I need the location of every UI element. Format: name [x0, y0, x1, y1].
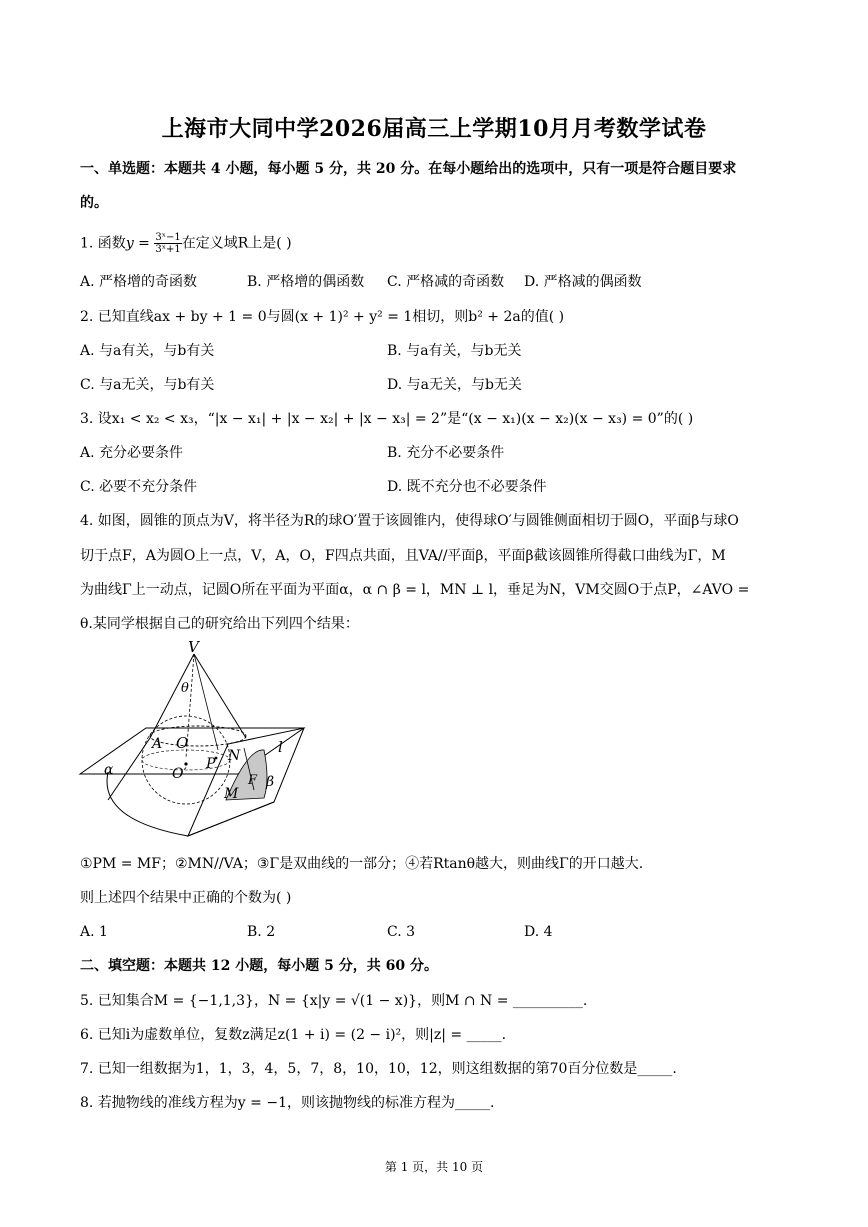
q3-option-a: A. 充分必要条件 — [80, 445, 184, 461]
q1-stem-post: 在定义域R上是( ) — [181, 235, 292, 252]
label-v: V — [188, 640, 199, 656]
q1-option-a: A. 严格增的奇函数 — [80, 274, 198, 290]
q4-results: ①PM = MF；②MN//VA；③Γ是双曲线的一部分；④若Rtanθ越大，则曲线Γ的开口越大. — [80, 856, 644, 872]
q1-frac-den: 3ˣ+1 — [155, 244, 181, 255]
q5-stem: 5. 已知集合M = {−1,1,3}，N = {x|y = √(1 − x)}，则M ∩ N = __________. — [80, 993, 588, 1009]
q4-option-b: B. 2 — [247, 924, 276, 940]
q4-option-a: A. 1 — [80, 924, 108, 940]
q4-option-c: C. 3 — [387, 924, 416, 940]
label-l: l — [278, 738, 283, 756]
label-theta: θ — [181, 681, 189, 696]
line-vm — [194, 654, 218, 750]
label-p: P — [206, 756, 216, 772]
q1-fraction — [154, 232, 181, 255]
page-title: 上海市大同中学2026届高三上学期10月月考数学试卷 — [161, 116, 707, 142]
q3-option-d: D. 既不充分也不必要条件 — [387, 479, 547, 495]
q2-option-b: B. 与a有关，与b无关 — [387, 343, 522, 359]
q1-option-c: C. 严格减的奇函数 — [387, 274, 505, 290]
q7-stem: 7. 已知一组数据为1，1，3，4，5，7，8，10，10，12，则这组数据的第70百分位数是_____. — [80, 1061, 677, 1077]
cone-side-left — [150, 654, 194, 738]
q6-stem: 6. 已知i为虚数单位，复数z满足z(1 + i) = (2 − i)²，则|z| = _____. — [80, 1027, 507, 1043]
q2-option-c: C. 与a无关，与b有关 — [80, 377, 215, 393]
q2-stem: 2. 已知直线ax + by + 1 = 0与圆(x + 1)² + y² = 1相切，则b² + 2a的值( ) — [80, 309, 565, 325]
q3-option-b: B. 充分不必要条件 — [387, 445, 505, 461]
section2-heading: 二、填空题：本题共 12 小题，每小题 5 分，共 60 分。 — [80, 958, 438, 974]
section1-heading-line2: 的。 — [80, 195, 108, 211]
label-f: F — [248, 773, 258, 788]
q1-stem: 1. 函数y = $\frac{\text{3ˣ−1}}{\text{3ˣ+1}}$ 在定义域R上是( ) — [80, 232, 292, 255]
q4-ask: 则上述四个结果中正确的个数为( ) — [80, 890, 292, 906]
cone-side-right — [194, 654, 246, 738]
label-o: O — [176, 734, 189, 752]
label-oprime: O′ — [172, 766, 187, 782]
label-m: M — [224, 786, 239, 802]
q4-stem-line4: θ.某同学根据自己的研究给出下列四个结果： — [80, 616, 359, 632]
q4-stem-line1: 4. 如图，圆锥的顶点为V，将半径为R的球O′置于该圆锥内，使得球O′与圆锥侧面相切于圆O，平面β与球O — [80, 513, 739, 529]
q1-frac-num: 3ˣ−1 — [155, 232, 181, 243]
q4-option-d: D. 4 — [524, 924, 553, 940]
page-footer: 第 1 页，共 10 页 — [384, 1160, 484, 1174]
q2-option-a: A. 与a有关，与b有关 — [80, 343, 215, 359]
cone-sphere-figure — [78, 640, 308, 840]
label-n: N — [228, 748, 241, 764]
label-beta: β — [266, 774, 275, 790]
q2-option-d: D. 与a无关，与b无关 — [387, 377, 522, 393]
q1-stem-pre: 1. 函数 — [80, 235, 126, 252]
q1-option-d: D. 严格减的偶函数 — [524, 274, 642, 290]
label-alpha: α — [104, 762, 114, 778]
q4-stem-line3: 为曲线Γ上一动点，记圆O所在平面为平面α，α ∩ β = l，MN ⊥ l，垂足为N，VM交圆O于点P，∠AVO = — [80, 582, 750, 598]
q1-option-b: B. 严格增的偶函数 — [247, 274, 365, 290]
sphere-oprime — [142, 716, 230, 804]
q3-stem: 3. 设x₁ < x₂ < x₃，“|x − x₁| + |x − x₂| + |x − x₃| = 2”是“(x − x₁)(x − x₂)(x − x₃) = 0”的( ) — [80, 411, 694, 427]
q8-stem: 8. 若抛物线的准线方程为y = −1，则该抛物线的标准方程为_____. — [80, 1095, 495, 1111]
section1-heading-line1: 一、单选题：本题共 4 小题，每小题 5 分，共 20 分。在每小题给出的选项中，只有一项是符合题目要求 — [80, 161, 737, 177]
q3-option-c: C. 必要不充分条件 — [80, 479, 198, 495]
q4-stem-line2: 切于点F，A为圆O上一点，V，A，O，F四点共面，且VA//平面β，平面β截该圆锥所得截口曲线为Γ，M — [80, 548, 726, 564]
cone-lower-left — [108, 738, 150, 800]
label-a: A — [152, 736, 163, 752]
